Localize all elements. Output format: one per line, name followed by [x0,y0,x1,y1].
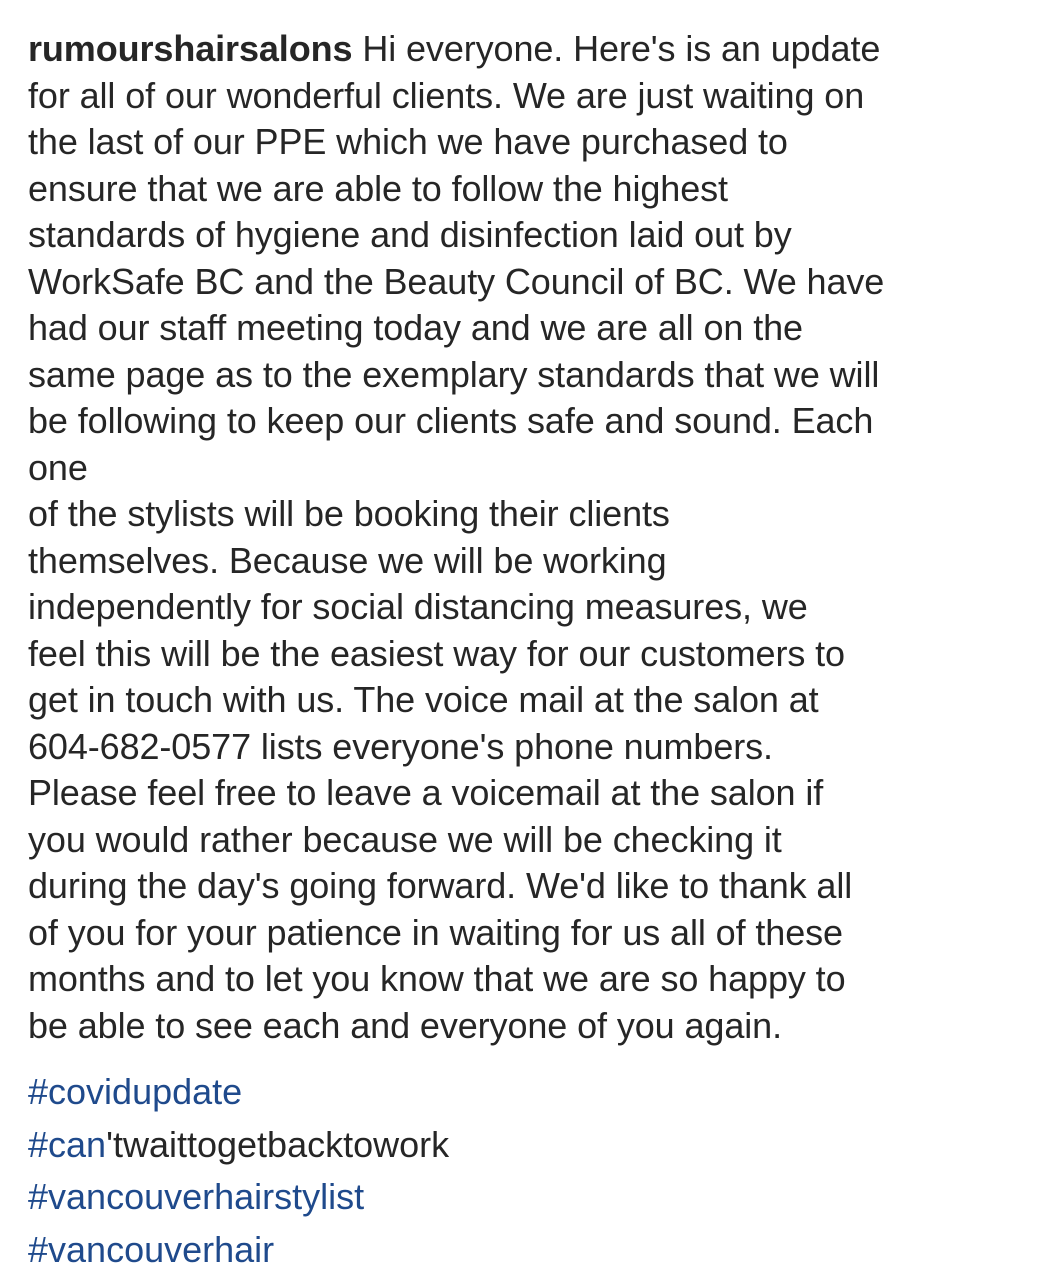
caption-line: months and to let you know that we are so happy to [28,958,846,999]
post-caption [28,26,1040,1049]
caption-line: for all of our wonderful clients. We are just waiting on [28,74,865,116]
caption-line: one [28,446,88,488]
hashtag-vancouverhairstylist [28,1171,449,1224]
caption-line: ensure that we are able to follow the highest [28,167,728,209]
hashtag-list [28,1066,449,1276]
caption-line: get in touch with us. The voice mail at the salon at [28,679,819,720]
caption-line: independently for social distancing measures, we [28,586,808,627]
caption-line: WorkSafe BC and the Beauty Council of BC. We have [28,260,885,302]
caption-line: standards of hygiene and disinfection laid out by [28,214,792,255]
caption-line: themselves. Because we will be working [28,539,667,581]
caption-line: of the stylists will be booking their clients [28,493,670,534]
hashtag-text: 'twaittogetbacktowork [106,1123,450,1165]
hashtag-link[interactable]: #vancouverhairstylist [28,1176,365,1217]
caption-line: you would rather because we will be checking it [28,818,782,860]
caption-text: Hi everyone. Here's is an update [362,28,881,69]
caption-line: during the day's going forward. We'd like to thank all [28,865,853,906]
caption-line: Please feel free to leave a voicemail at the salon if [28,772,824,813]
caption-line [28,26,1040,73]
caption-line: be following to keep our clients safe and sound. Each [28,400,874,441]
hashtag-link[interactable]: #can [28,1123,107,1165]
caption-line: same page as to the exemplary standards that we will [28,353,880,395]
caption-line: be able to see each and everyone of you again. [28,1004,782,1046]
caption-line: of you for your patience in waiting for us all of these [28,911,843,953]
hashtag-covidupdate [28,1066,449,1119]
hashtag-link[interactable]: #covidupdate [28,1071,243,1112]
hashtag-vancouverhair [28,1224,449,1277]
username-link[interactable]: rumourshairsalons [28,28,353,69]
caption-line: had our staff meeting today and we are all on the [28,307,803,348]
caption-line: 604-682-0577 lists everyone's phone numbers. [28,725,773,767]
caption-line: feel this will be the easiest way for our customers to [28,632,845,674]
caption-line: the last of our PPE which we have purchased to [28,121,788,162]
hashtag-link[interactable]: #vancouverhair [28,1228,275,1270]
hashtag-cant-wait [28,1119,449,1172]
